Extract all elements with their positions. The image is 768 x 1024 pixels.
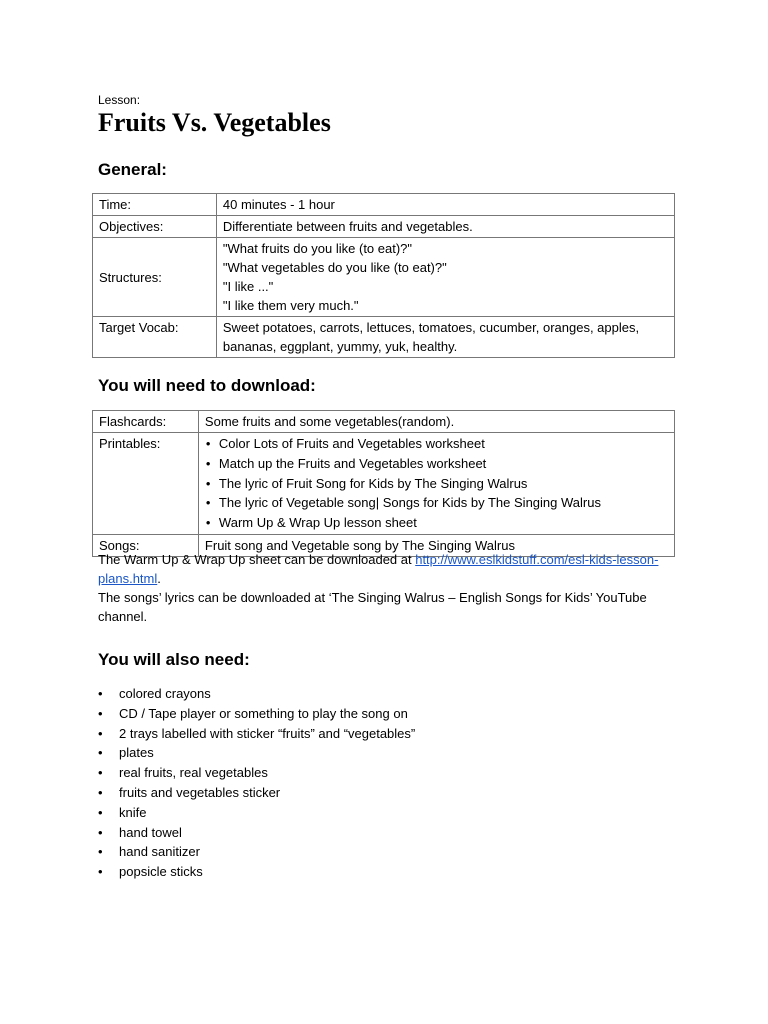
warmup-note [98, 550, 678, 588]
table-cell-value [216, 238, 674, 317]
table-cell-label: Objectives: [93, 216, 217, 238]
table-row-time [93, 194, 675, 216]
table-cell-label: Target Vocab: [93, 317, 217, 358]
list-item: • Color Lots of Fruits and Vegetables worksheet [205, 434, 668, 454]
list-item: • popsicle sticks [98, 862, 415, 882]
table-cell-value [216, 317, 674, 358]
list-item: • Warm Up & Wrap Up lesson sheet [205, 513, 668, 533]
general-heading: General: [98, 160, 167, 179]
lesson-label: Lesson: [98, 93, 141, 107]
songs-note: The songs’ lyrics can be downloaded at ‘The Singing Walrus – English Songs for Kids’ YouTube channel. [98, 590, 647, 624]
structure-line: "What fruits do you like (to eat)?" [222, 241, 413, 256]
list-item: • hand towel [98, 823, 415, 843]
table-cell-value: 40 minutes - 1 hour [216, 194, 674, 216]
structure-line: "I like them very much." [222, 298, 359, 313]
vocab-line: bananas, eggplant, yummy, yuk, healthy. [222, 339, 458, 354]
eslkidstuff-link[interactable]: http://www.eslkidstuff.com/esl-kids-lesson-plans.html [98, 552, 659, 586]
list-item: • 2 trays labelled with sticker “fruits” and “vegetables” [98, 724, 415, 744]
table-cell-label: Printables: [93, 433, 199, 535]
list-item: • hand sanitizer [98, 842, 415, 862]
list-item: • The lyric of Vegetable song| Songs for Kids by The Singing Walrus [205, 493, 668, 513]
table-cell-label: Structures: [93, 238, 217, 317]
page-title: Fruits Vs. Vegetables [98, 108, 331, 137]
vocab-line: Sweet potatoes, carrots, lettuces, tomatoes, cucumber, oranges, apples, [222, 320, 640, 335]
list-item: • colored crayons [98, 684, 415, 704]
list-item: • The lyric of Fruit Song for Kids by The Singing Walrus [205, 474, 668, 494]
table-row-structures [93, 238, 675, 317]
list-item: • Match up the Fruits and Vegetables worksheet [205, 454, 668, 474]
list-item: • real fruits, real vegetables [98, 763, 415, 783]
warmup-note-text: The Warm Up & Wrap Up sheet can be downloaded at [98, 552, 416, 567]
also-need-list [98, 684, 415, 882]
table-row-printables [93, 433, 675, 535]
table-cell-value: Some fruits and some vegetables(random). [198, 411, 674, 433]
list-item: • fruits and vegetables sticker [98, 783, 415, 803]
table-cell-label: Flashcards: [93, 411, 199, 433]
list-item: • plates [98, 743, 415, 763]
table-cell-label: Songs: [93, 534, 199, 556]
table-row-flashcards [93, 411, 675, 433]
table-cell-value: Differentiate between fruits and vegetables. [216, 216, 674, 238]
table-cell-value: Fruit song and Vegetable song by The Singing Walrus [198, 534, 674, 556]
structure-line: "I like ..." [222, 279, 274, 294]
structure-line: "What vegetables do you like (to eat)?" [222, 260, 447, 275]
general-table [92, 193, 675, 358]
table-cell-value [198, 433, 674, 535]
list-item: • knife [98, 803, 415, 823]
table-row-objectives [93, 216, 675, 238]
list-item: • CD / Tape player or something to play the song on [98, 704, 415, 724]
printables-list [205, 434, 668, 533]
download-table [92, 410, 675, 557]
table-row-target-vocab [93, 317, 675, 358]
download-heading: You will need to download: [98, 376, 316, 395]
table-cell-label: Time: [93, 194, 217, 216]
also-need-heading: You will also need: [98, 650, 250, 669]
warmup-note-end: . [157, 571, 161, 586]
